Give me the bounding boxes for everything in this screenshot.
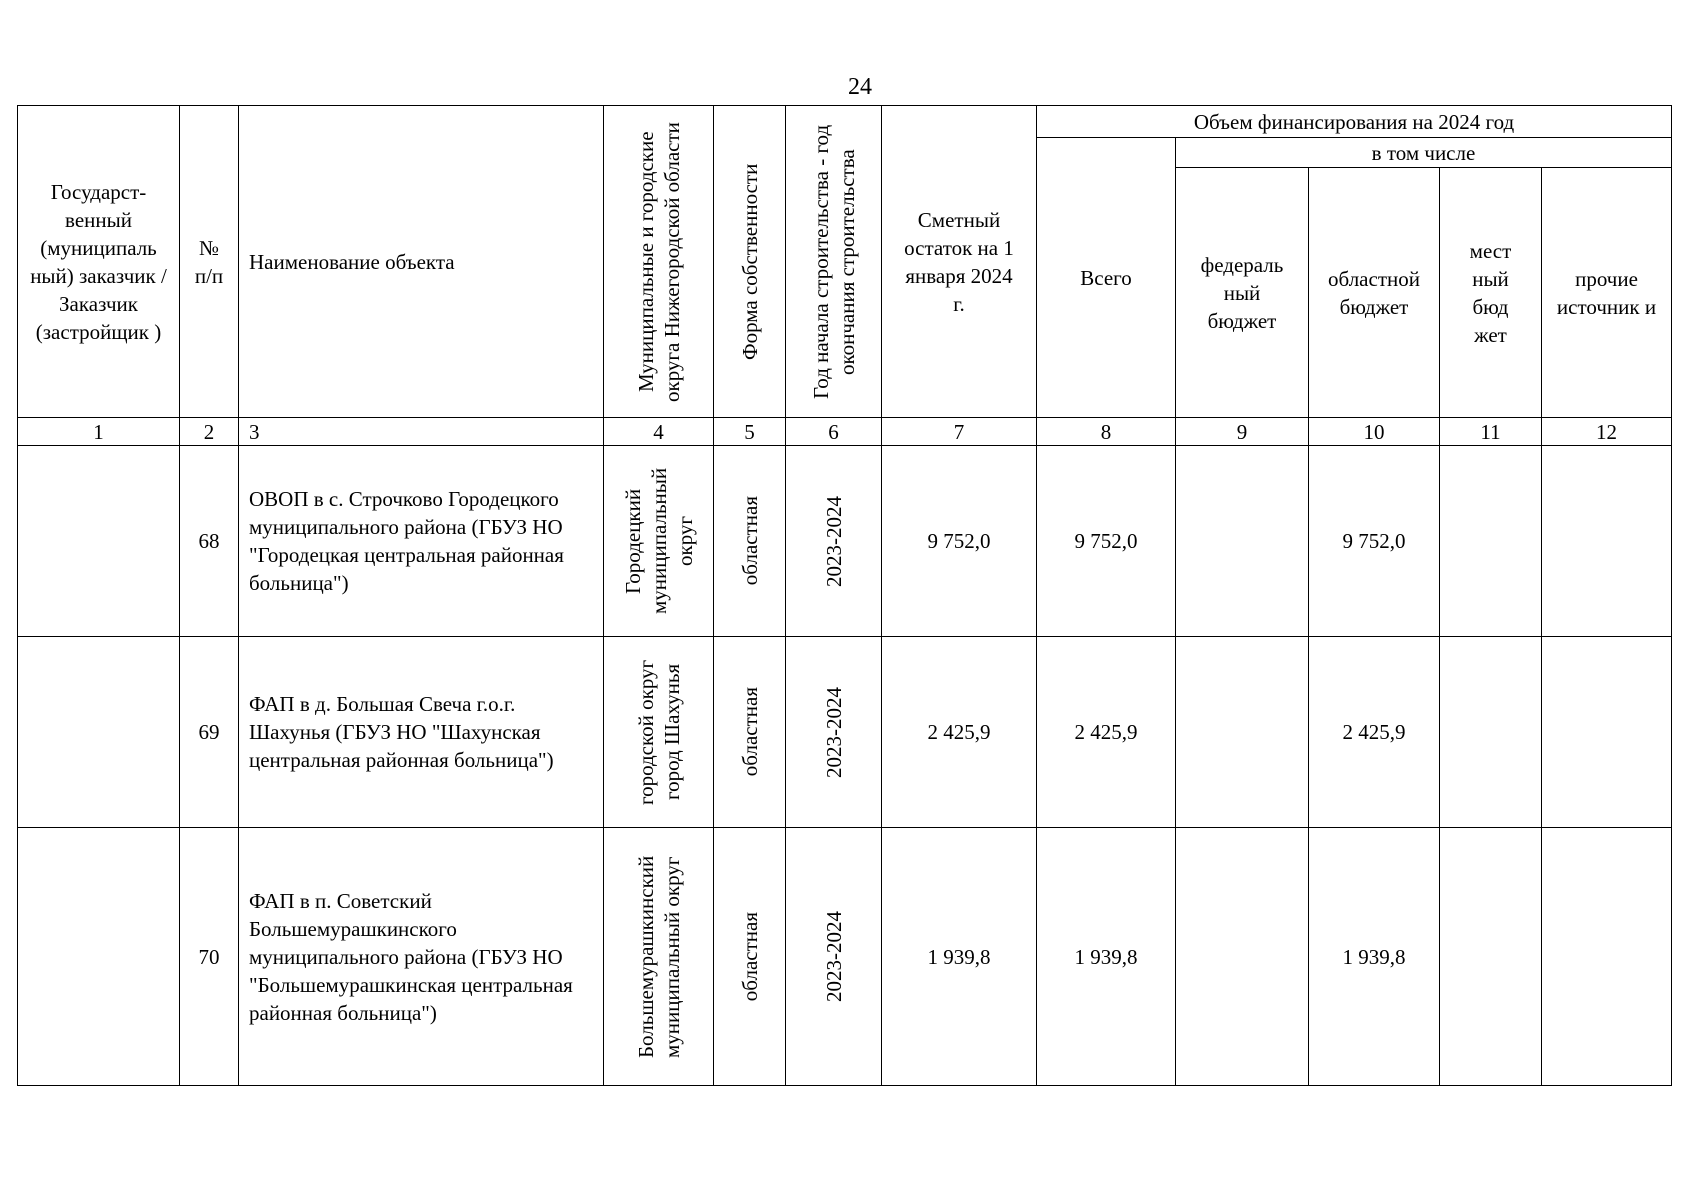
cell-number: 69	[180, 637, 239, 828]
column-number: 12	[1542, 418, 1672, 446]
column-number: 6	[786, 418, 882, 446]
cell-years: 2023-2024	[786, 828, 882, 1086]
cell-customer	[18, 446, 180, 637]
cell-federal	[1176, 446, 1309, 637]
header-regional: областной бюджет	[1309, 168, 1440, 418]
cell-local	[1440, 828, 1542, 1086]
cell-ownership: областная	[714, 446, 786, 637]
cell-object-name: ФАП в д. Большая Свеча г.о.г. Шахунья (ГБУЗ НО "Шахунская центральная районная больница")	[239, 637, 604, 828]
header-estimate: Сметный остаток на 1 января 2024 г.	[882, 106, 1037, 418]
cell-total: 2 425,9	[1037, 637, 1176, 828]
cell-customer	[18, 828, 180, 1086]
column-number: 7	[882, 418, 1037, 446]
header-customer: Государст-венный (муниципаль ный) заказчик / Заказчик (застройщик )	[18, 106, 180, 418]
cell-total: 9 752,0	[1037, 446, 1176, 637]
cell-number: 70	[180, 828, 239, 1086]
column-number: 9	[1176, 418, 1309, 446]
cell-estimate: 9 752,0	[882, 446, 1037, 637]
column-number: 1	[18, 418, 180, 446]
column-number: 8	[1037, 418, 1176, 446]
column-number: 2	[180, 418, 239, 446]
cell-regional: 9 752,0	[1309, 446, 1440, 637]
header-municipality: Муниципальные и городские округа Нижегородской области	[604, 106, 714, 418]
table-row	[18, 446, 1672, 637]
header-total: Всего	[1037, 138, 1176, 418]
cell-regional: 1 939,8	[1309, 828, 1440, 1086]
header-ownership: Форма собственности	[714, 106, 786, 418]
header-federal: федераль ный бюджет	[1176, 168, 1309, 418]
header-object-name: Наименование объекта	[239, 106, 604, 418]
cell-municipality: Городецкий муниципальный округ	[604, 446, 714, 637]
column-number: 4	[604, 418, 714, 446]
table-row	[18, 637, 1672, 828]
cell-local	[1440, 446, 1542, 637]
column-number: 11	[1440, 418, 1542, 446]
table-row	[18, 828, 1672, 1086]
cell-total: 1 939,8	[1037, 828, 1176, 1086]
cell-ownership: областная	[714, 828, 786, 1086]
cell-municipality: Большемурашкинский муниципальный округ	[604, 828, 714, 1086]
header-funding-group: Объем финансирования на 2024 год	[1037, 106, 1672, 138]
page-number: 24	[848, 74, 872, 100]
cell-local	[1440, 637, 1542, 828]
cell-object-name: ОВОП в с. Строчково Городецкого муниципального района (ГБУЗ НО "Городецкая центральная районная больница")	[239, 446, 604, 637]
cell-federal	[1176, 637, 1309, 828]
cell-object-name: ФАП в п. Советский Большемурашкинского муниципального района (ГБУЗ НО "Большемурашкинская центральная районная больница")	[239, 828, 604, 1086]
header-years: Год начала строительства - год окончания строительства	[786, 106, 882, 418]
header-other: прочие источник и	[1542, 168, 1672, 418]
cell-ownership: областная	[714, 637, 786, 828]
cell-number: 68	[180, 446, 239, 637]
cell-other	[1542, 828, 1672, 1086]
column-numbers-row	[18, 418, 1672, 446]
column-number: 10	[1309, 418, 1440, 446]
header-number: № п/п	[180, 106, 239, 418]
column-number: 3	[239, 418, 604, 446]
column-number: 5	[714, 418, 786, 446]
header-local: мест ный бюд жет	[1440, 168, 1542, 418]
cell-federal	[1176, 828, 1309, 1086]
cell-estimate: 1 939,8	[882, 828, 1037, 1086]
cell-customer	[18, 637, 180, 828]
cell-other	[1542, 446, 1672, 637]
cell-years: 2023-2024	[786, 637, 882, 828]
cell-regional: 2 425,9	[1309, 637, 1440, 828]
financing-table	[17, 105, 1672, 1086]
cell-estimate: 2 425,9	[882, 637, 1037, 828]
cell-municipality: городской округ город Шахунья	[604, 637, 714, 828]
header-including: в том числе	[1176, 138, 1672, 168]
cell-other	[1542, 637, 1672, 828]
cell-years: 2023-2024	[786, 446, 882, 637]
